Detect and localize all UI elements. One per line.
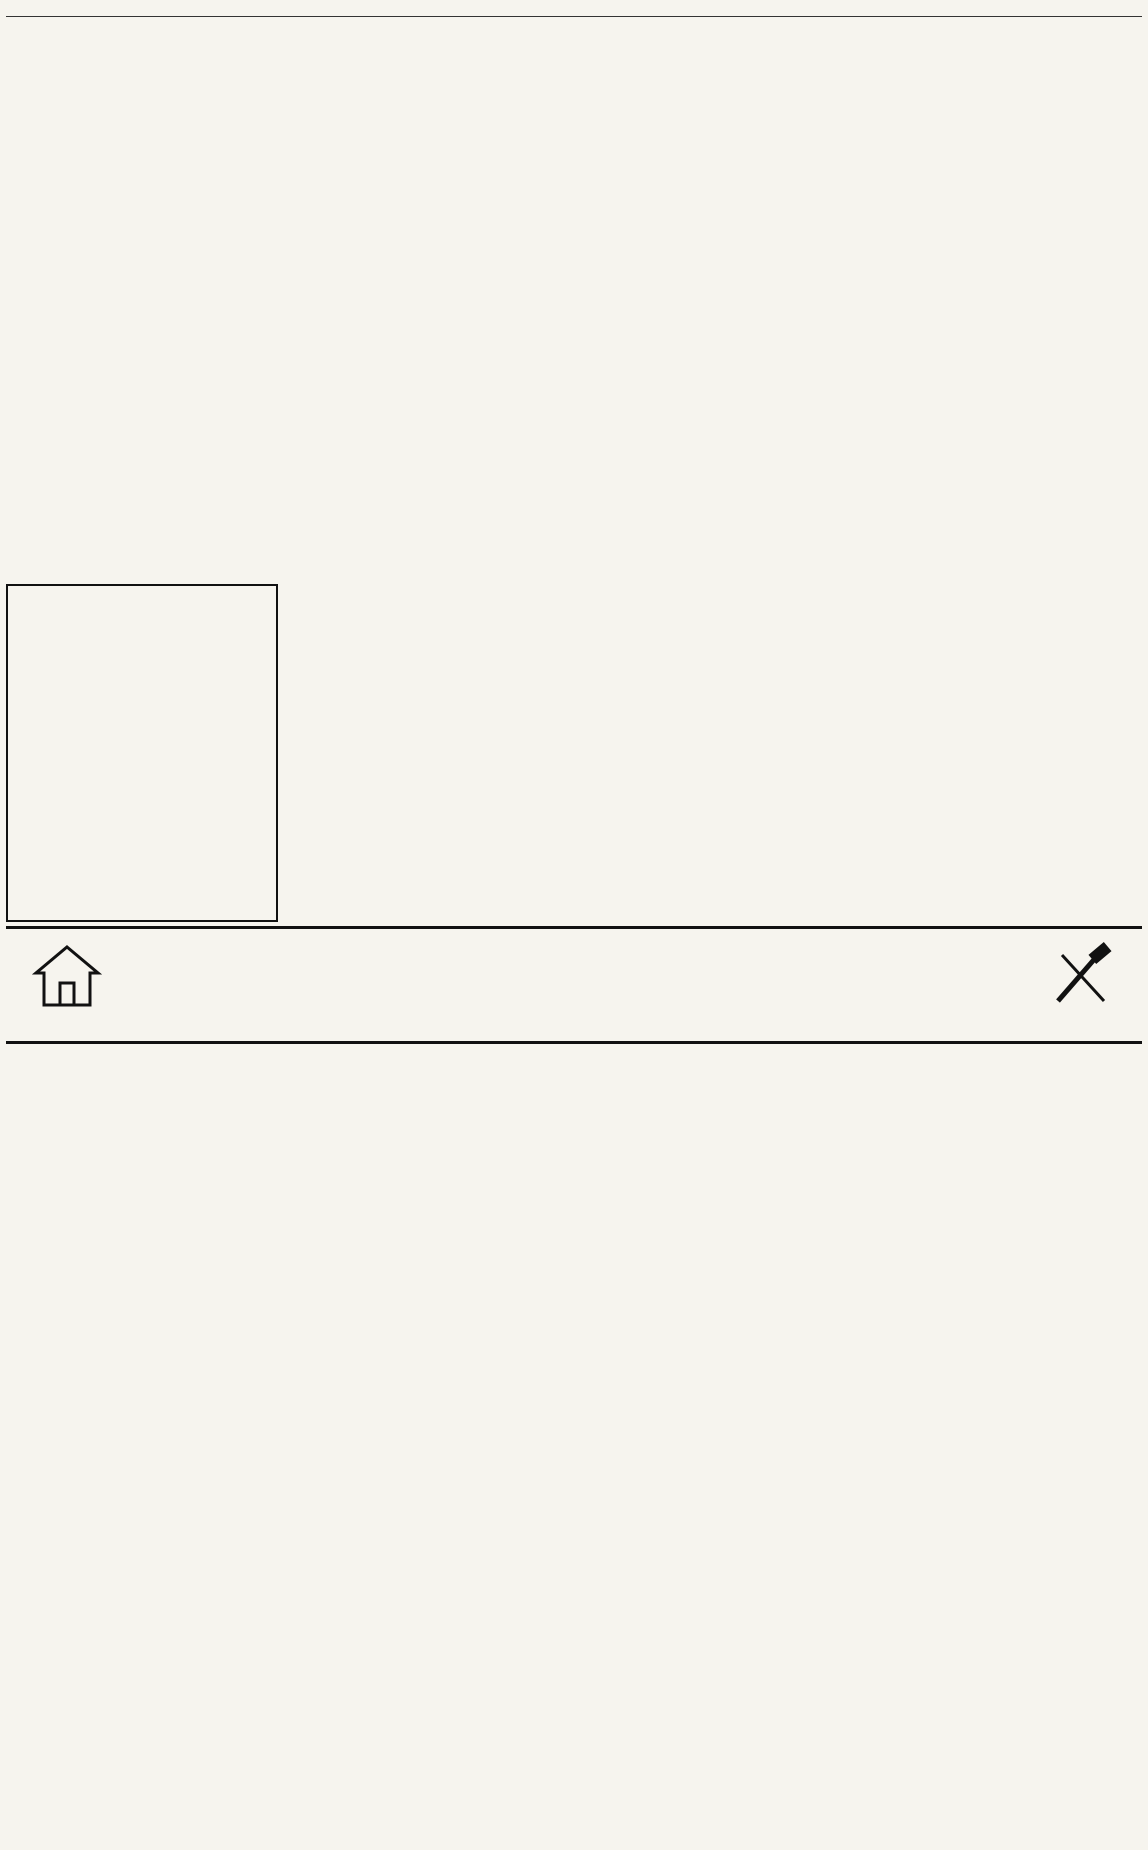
furniture-clearance-ad	[6, 584, 278, 922]
page-header	[6, 2, 1142, 17]
home-service-listings	[6, 1044, 1142, 1832]
banner-title	[6, 929, 1142, 1021]
house-icon	[32, 941, 102, 1011]
home-service-guide-banner	[6, 926, 1142, 1044]
tools-icon	[1046, 941, 1116, 1011]
